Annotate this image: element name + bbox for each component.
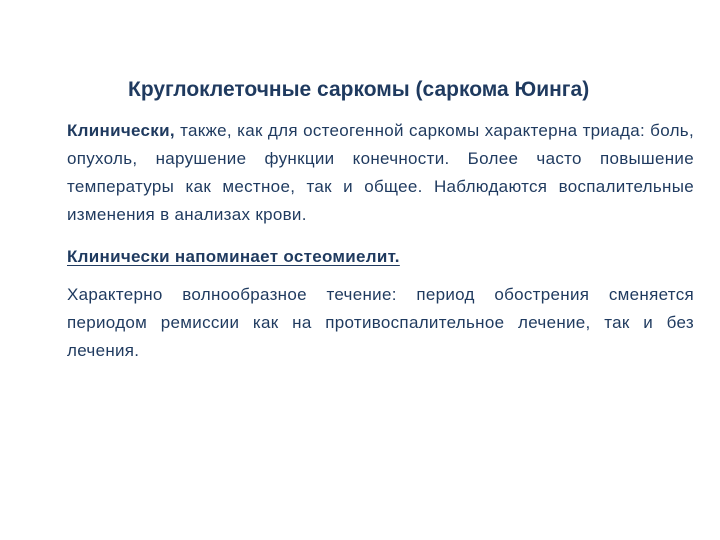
paragraph-text: также, как для остеогенной саркомы характерна триада: боль, опухоль, нарушение функции конечности. Более часто повышение температуры как местное, так и общее. Наблюдаются воспалительные изменения в анализах крови. bbox=[67, 121, 694, 224]
slide-title: Круглоклеточные саркомы (саркома Юинга) bbox=[128, 78, 590, 101]
paragraph-lead-word: Клинически, bbox=[67, 121, 175, 140]
slide-body bbox=[67, 117, 694, 375]
paragraph-osteomyelitis-note: Клинически напоминает остеомиелит. bbox=[67, 247, 400, 266]
paragraph-course: Характерно волнообразное течение: период обострения сменяется периодом ремиссии как на противоспалительное лечение, так и без лечения. bbox=[67, 285, 694, 360]
paragraph-clinical-triad bbox=[67, 117, 694, 229]
